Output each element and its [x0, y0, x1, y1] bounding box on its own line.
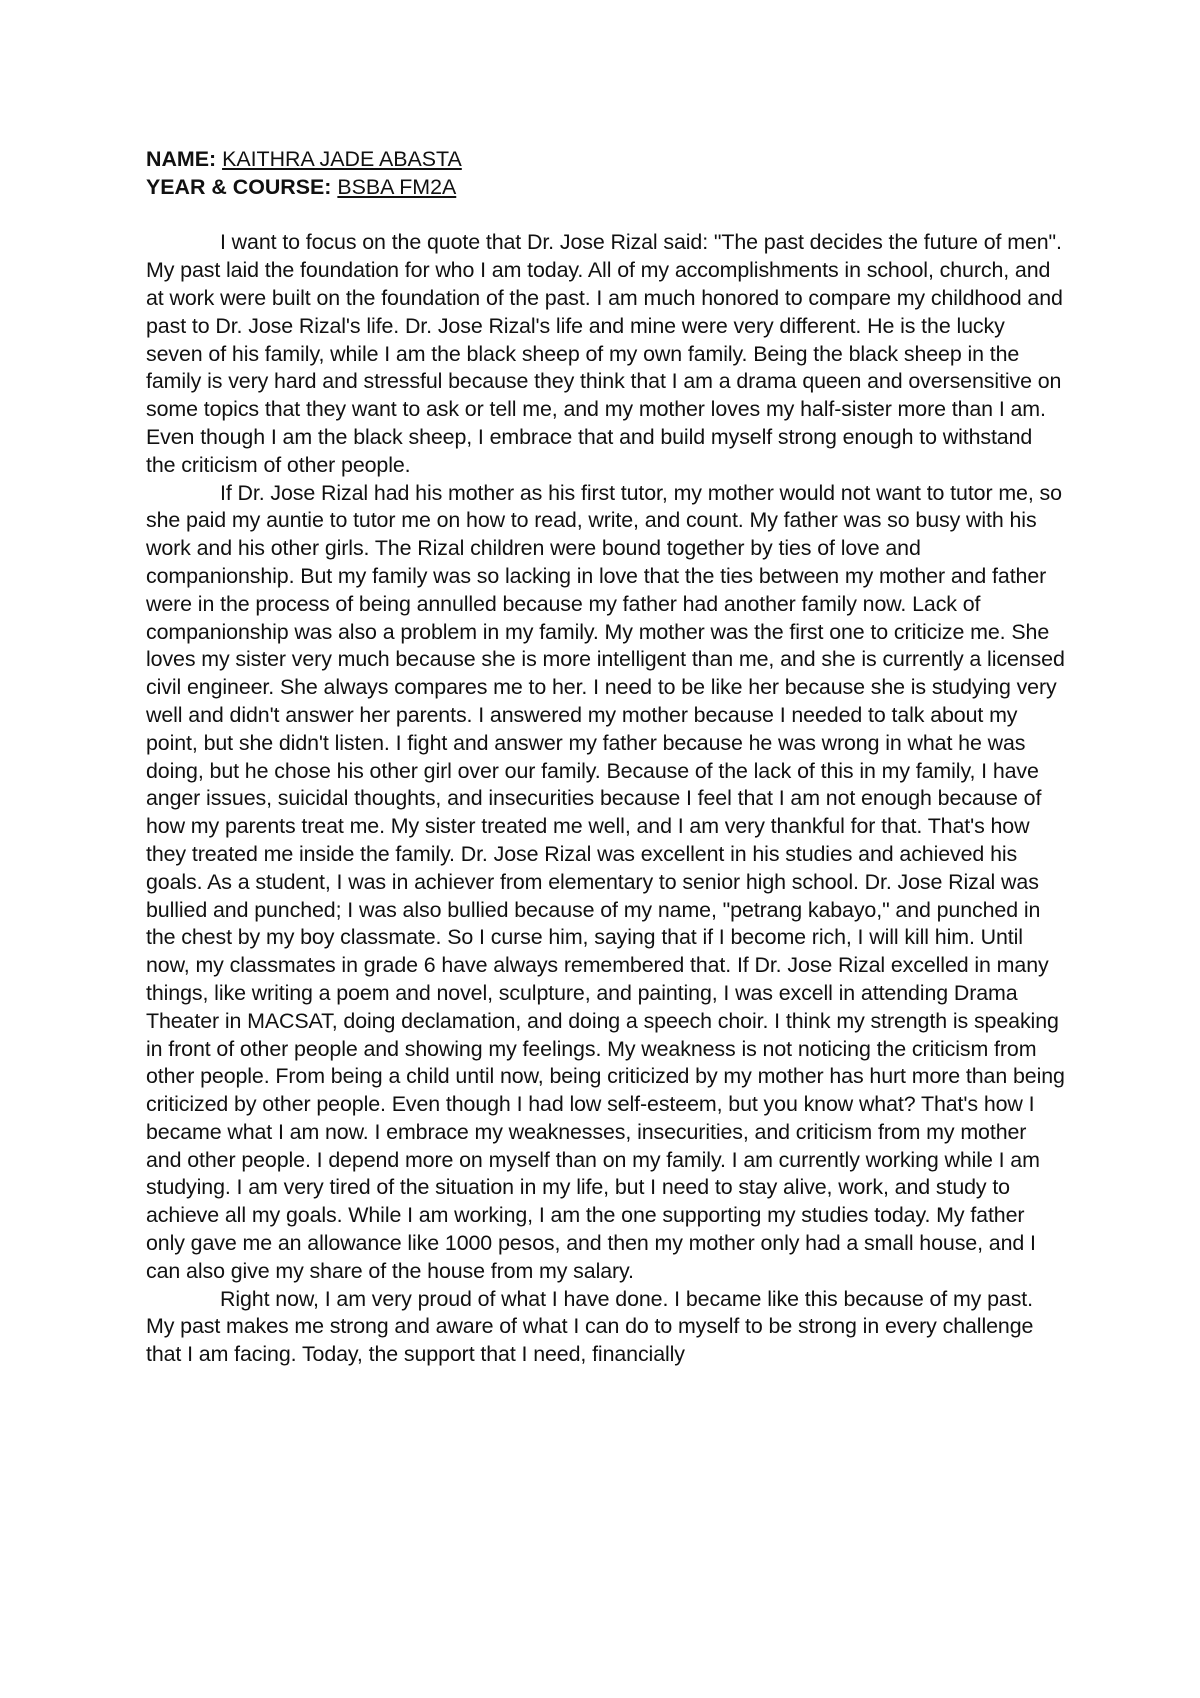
paragraph-1: I want to focus on the quote that Dr. Jose Rizal said: "The past decides the future of men". My past laid the foundation for who I am today. All of my accomplishments in school, church, and at work were built on the foundation of the past. I am much honored to compare my childhood and past to Dr. Jose Rizal's life. Dr. Jose Rizal's life and mine were very different. He is the lucky seven of his family, while I am the black sheep of my own family. Being the black sheep in the family is very hard and stressful because they think that I am a drama queen and oversensitive on some topics that they want to ask or tell me, and my mother loves my half-sister more than I am. Even though I am the black sheep, I embrace that and build myself strong enough to withstand the criticism of other people. [146, 230, 1063, 477]
course-line [146, 174, 1066, 202]
course-value: BSBA FM2A [337, 174, 457, 199]
paragraph-2: If Dr. Jose Rizal had his mother as his first tutor, my mother would not want to tutor me, so she paid my auntie to tutor me on how to read, write, and count. My father was so busy with his work and his other girls. The Rizal children were bound together by ties of love and companionship. But my family was so lacking in love that the ties between my mother and father were in the process of being annulled because my father had another family now. Lack of companionship was also a problem in my family. My mother was the first one to criticize me. She loves my sister very much because she is more intelligent than me, and she is currently a licensed civil engineer. She always compares me to her. I need to be like her because she is studying very well and didn't answer her parents. I answered my mother because I needed to talk about my point, but she didn't listen. I fight and answer my father because he was wrong in what he was doing, but he chose his other girl over our family. Because of the lack of this in my family, I have anger issues, suicidal thoughts, and insecurities because I feel that I am not enough because of how my parents treat me. My sister treated me well, and I am very thankful for that. That's how they treated me inside the family. Dr. Jose Rizal was excellent in his studies and achieved his goals. As a student, I was in achiever from elementary to senior high school. Dr. Jose Rizal was bullied and punched; I was also bullied because of my name, "petrang kabayo," and punched in the chest by my boy classmate. So I curse him, saying that if I become rich, I will kill him. Until now, my classmates in grade 6 have always remembered that. If Dr. Jose Rizal excelled in many things, like writing a poem and novel, sculpture, and painting, I was excell in attending Drama Theater in MACSAT, doing declamation, and doing a speech choir. I think my strength is speaking in front of other people and showing my feelings. My weakness is not noticing the criticism from other people. From being a child until now, being criticized by my mother has hurt more than being criticized by other people. Even though I had low self-esteem, but you know what? That's how I became what I am now. I embrace my weaknesses, insecurities, and criticism from my mother and other people. I depend more on myself than on my family. I am currently working while I am studying. I am very tired of the situation in my life, but I need to stay alive, work, and study to achieve all my goals. While I am working, I am the one supporting my studies today. My father only gave me an allowance like 1000 pesos, and then my mother only had a small house, and I can also give my share of the house from my salary. [146, 480, 1065, 1283]
name-label: NAME: [146, 147, 217, 171]
name-value: KAITHRA JADE ABASTA [222, 147, 462, 171]
course-label: YEAR & COURSE: [146, 174, 332, 199]
document-page [146, 146, 1066, 1369]
name-line [146, 146, 1066, 174]
spacer [146, 202, 1066, 230]
paragraph-3: Right now, I am very proud of what I have done. I became like this because of my past. My past makes me strong and aware of what I can do to myself to be strong in every challenge that I am facing. Today, the support that I need, financially [146, 1286, 1034, 1367]
